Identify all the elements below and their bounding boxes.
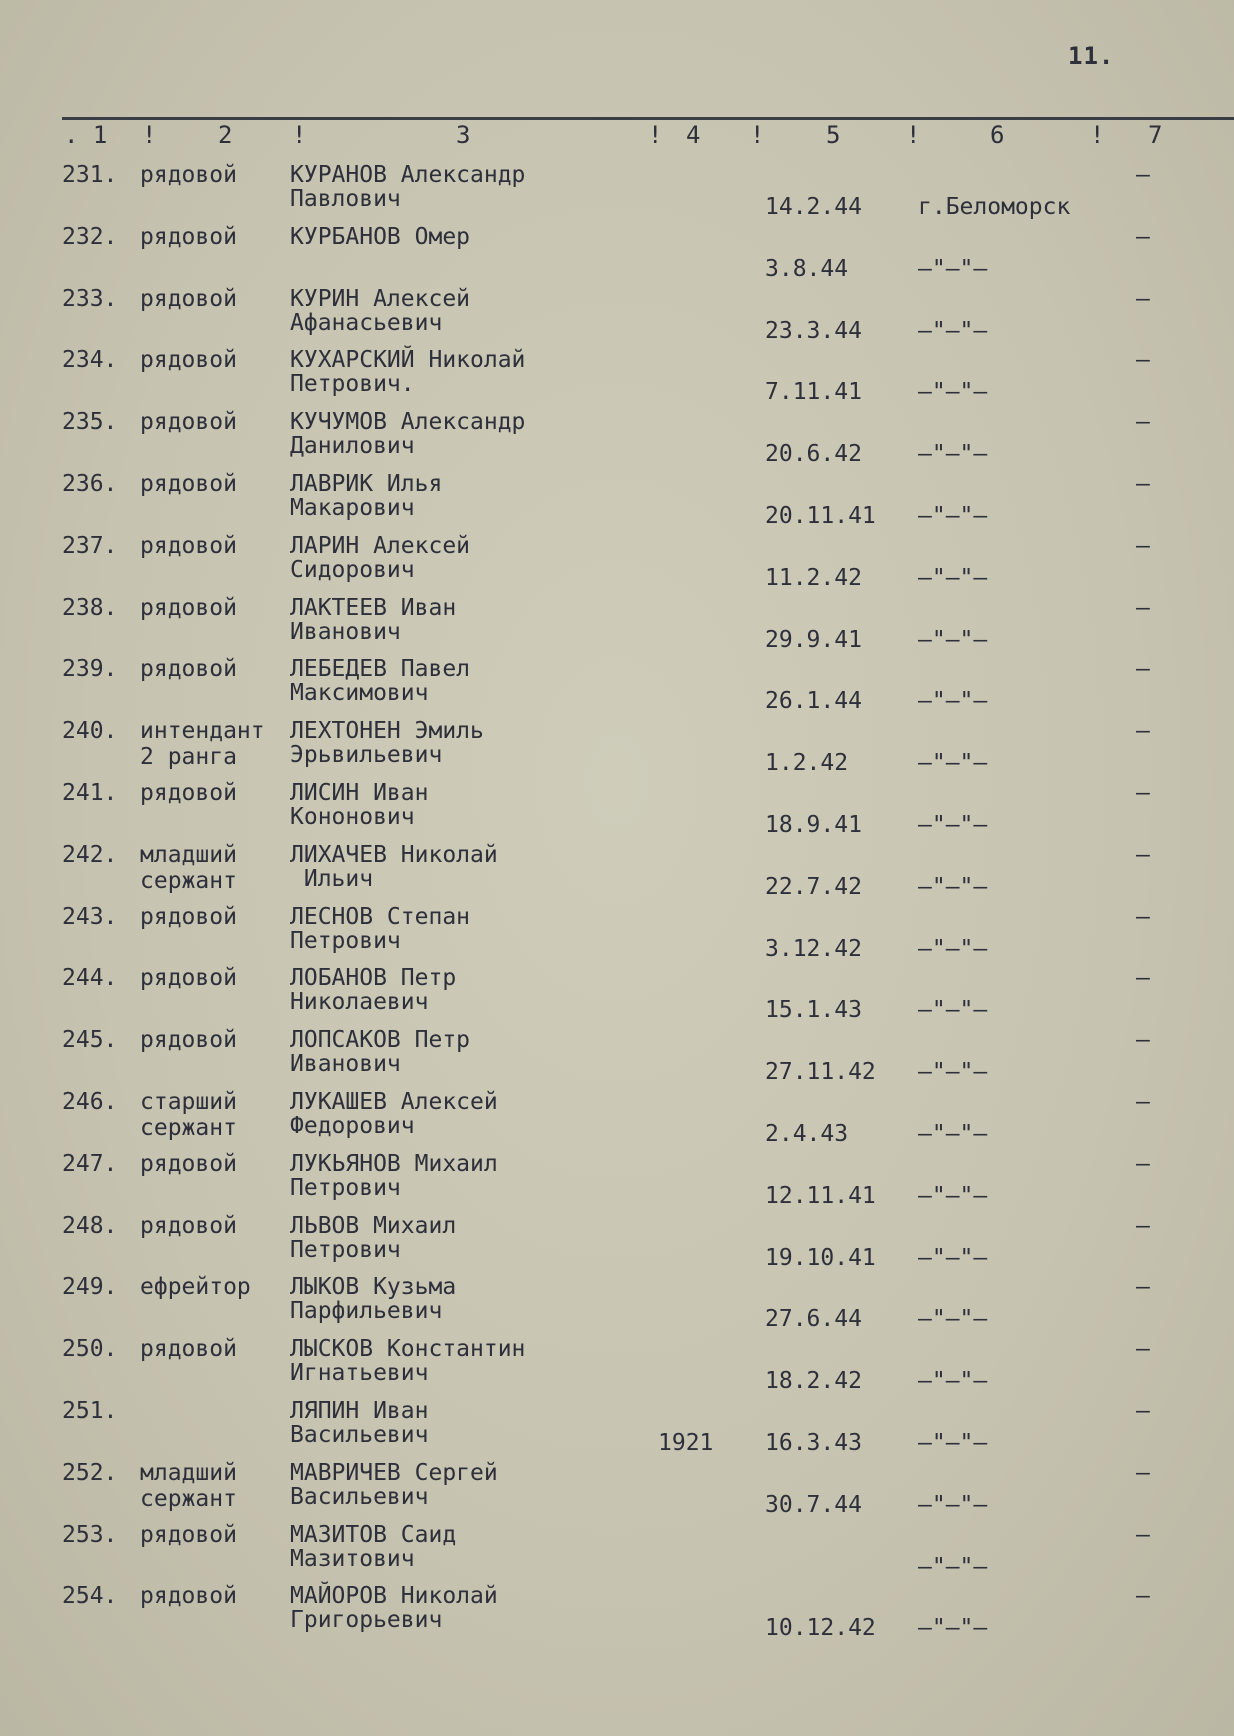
- patronymic: Васильевич: [290, 1483, 429, 1510]
- death-date: 14.2.44: [765, 194, 862, 220]
- surname-name: ЛОБАНОВ Петр: [290, 965, 457, 992]
- col7-value: –: [1136, 1336, 1150, 1363]
- table-row: [0, 280, 1234, 342]
- rank-line-1: рядовой: [140, 347, 237, 374]
- page-number: 11.: [1068, 42, 1115, 70]
- patronymic: Кононович: [290, 804, 415, 830]
- table-row: [0, 1330, 1234, 1395]
- rank-line-1: рядовой: [140, 780, 237, 806]
- patronymic: Федорович: [290, 1113, 415, 1139]
- surname-name: МАВРИЧЕВ Сергей: [290, 1459, 498, 1486]
- burial-place: –"–"–: [918, 379, 988, 406]
- col7-value: –: [1136, 347, 1150, 374]
- header-rule: [62, 117, 1234, 120]
- burial-place: –"–"–: [918, 997, 988, 1024]
- surname-name: ЛЫСКОВ Константин: [290, 1336, 526, 1363]
- header-col-2: 2: [218, 121, 233, 149]
- record-number: 252.: [62, 1459, 118, 1486]
- burial-place: –"–"–: [918, 441, 988, 468]
- table-row: [0, 527, 1234, 589]
- surname-name: ЛЬВОВ Михаил: [290, 1212, 457, 1239]
- surname-name: ЛИСИН Иван: [290, 780, 429, 806]
- col7-value: –: [1136, 471, 1150, 497]
- record-number: 245.: [62, 1027, 118, 1054]
- surname-name: ЛАКТЕЕВ Иван: [290, 594, 457, 621]
- record-number: 243.: [62, 903, 118, 930]
- death-date: 20.6.42: [765, 441, 862, 468]
- surname-name: ЛЕСНОВ Степан: [290, 903, 471, 930]
- patronymic: Петрович.: [290, 371, 415, 398]
- surname-name: ЛОПСАКОВ Петр: [290, 1027, 471, 1054]
- surname-name: МАЗИТОВ Саид: [290, 1521, 457, 1548]
- table-row: [0, 1268, 1234, 1333]
- surname-name: ЛУКЬЯНОВ Михаил: [290, 1150, 498, 1177]
- record-number: 247.: [62, 1150, 118, 1177]
- death-date: 26.1.44: [765, 688, 862, 715]
- header-sep: !: [1090, 121, 1105, 149]
- col7-value: –: [1136, 285, 1150, 312]
- header-sep: !: [906, 121, 921, 149]
- col7-value: –: [1136, 1459, 1150, 1486]
- burial-place: –"–"–: [918, 812, 988, 838]
- burial-place: –"–"–: [918, 255, 988, 282]
- rank-line-2: сержант: [140, 1485, 237, 1512]
- rank-line-1: рядовой: [140, 1027, 237, 1054]
- surname-name: КУХАРСКИЙ Николай: [290, 347, 526, 374]
- surname-name: КУРИН Алексей: [290, 285, 471, 312]
- record-number: 236.: [62, 471, 118, 497]
- burial-place: –"–"–: [918, 626, 988, 653]
- table-row: [0, 341, 1234, 406]
- col7-value: –: [1136, 841, 1150, 868]
- burial-place: –"–"–: [918, 1553, 988, 1580]
- table-row: [0, 712, 1234, 777]
- header-col-5: 5: [826, 121, 841, 149]
- record-number: 244.: [62, 965, 118, 992]
- table-row: [0, 650, 1234, 715]
- patronymic: Максимович: [290, 680, 429, 707]
- rank-line-1: ефрейтор: [140, 1274, 251, 1301]
- patronymic: Григорьевич: [290, 1607, 443, 1634]
- record-number: 234.: [62, 347, 118, 374]
- death-date: 3.8.44: [765, 255, 849, 282]
- patronymic: Данилович: [290, 433, 415, 460]
- death-date: 23.3.44: [765, 317, 862, 344]
- header-col-3: 3: [456, 121, 471, 149]
- rank-line-1: младший: [140, 1459, 237, 1486]
- death-date: 3.12.42: [765, 935, 862, 962]
- table-row: [0, 1083, 1234, 1145]
- header-sep: !: [648, 121, 663, 149]
- table-row: [0, 1021, 1234, 1086]
- record-number: 246.: [62, 1089, 118, 1115]
- surname-name: ЛЕХТОНЕН Эмиль: [290, 718, 484, 745]
- burial-place: –"–"–: [918, 1121, 988, 1147]
- surname-name: КУРБАНОВ Омер: [290, 223, 471, 250]
- surname-name: ЛЫКОВ Кузьма: [290, 1274, 457, 1301]
- surname-name: ЛЕБЕДЕВ Павел: [290, 656, 471, 683]
- rank-line-2: сержант: [140, 867, 237, 894]
- col7-value: –: [1136, 903, 1150, 930]
- burial-place: –"–"–: [918, 873, 988, 900]
- patronymic: Николаевич: [290, 989, 429, 1016]
- rank-line-1: интендант: [140, 718, 265, 745]
- rank-line-1: старший: [140, 1089, 237, 1115]
- burial-place: –"–"–: [918, 1491, 988, 1518]
- table-row: [0, 589, 1234, 651]
- patronymic: Эрьвильевич: [290, 742, 443, 769]
- burial-place: г.Беломорск: [918, 194, 1071, 220]
- rank-line-1: рядовой: [140, 903, 237, 930]
- record-number: 250.: [62, 1336, 118, 1363]
- burial-place: –"–"–: [918, 317, 988, 344]
- header-col-4: 4: [686, 121, 701, 149]
- rank-line-1: рядовой: [140, 471, 237, 497]
- rank-line-1: рядовой: [140, 532, 237, 559]
- surname-name: ЛИХАЧЕВ Николай: [290, 841, 498, 868]
- death-date: 22.7.42: [765, 873, 862, 900]
- table-row: [0, 959, 1234, 1024]
- col7-value: –: [1136, 409, 1150, 436]
- col7-value: –: [1136, 780, 1150, 806]
- rank-line-1: рядовой: [140, 1336, 237, 1363]
- table-row: [0, 1392, 1234, 1454]
- patronymic: Сидорович: [290, 556, 415, 583]
- record-number: 240.: [62, 718, 118, 745]
- surname-name: КУРАНОВ Александр: [290, 162, 526, 188]
- birth-year: 1921: [658, 1430, 714, 1456]
- header-col-6: 6: [990, 121, 1005, 149]
- table-row: [0, 403, 1234, 468]
- column-header-row: [0, 121, 1234, 151]
- death-date: 16.3.43: [765, 1430, 862, 1456]
- header-sep: !: [750, 121, 765, 149]
- table-row: [0, 465, 1234, 527]
- col7-value: –: [1136, 656, 1150, 683]
- rank-line-1: рядовой: [140, 1150, 237, 1177]
- patronymic: Петрович: [290, 1174, 401, 1201]
- table-row: [0, 1516, 1234, 1578]
- table-row: [0, 218, 1234, 280]
- col7-value: –: [1136, 1583, 1150, 1610]
- death-date: 11.2.42: [765, 564, 862, 591]
- surname-name: ЛУКАШЕВ Алексей: [290, 1089, 498, 1115]
- burial-place: –"–"–: [918, 564, 988, 591]
- col7-value: –: [1136, 718, 1150, 745]
- header-sep: !: [142, 121, 157, 149]
- record-number: 239.: [62, 656, 118, 683]
- rank-line-1: рядовой: [140, 965, 237, 992]
- table-row: [0, 898, 1234, 960]
- table-row: [0, 1145, 1234, 1207]
- rank-line-1: рядовой: [140, 1583, 237, 1610]
- col7-value: –: [1136, 1089, 1150, 1115]
- rank-line-1: младший: [140, 841, 237, 868]
- rank-line-1: рядовой: [140, 1521, 237, 1548]
- death-date: 18.2.42: [765, 1368, 862, 1395]
- record-number: 233.: [62, 285, 118, 312]
- record-number: 237.: [62, 532, 118, 559]
- death-date: 30.7.44: [765, 1491, 862, 1518]
- death-date: 2.4.43: [765, 1121, 849, 1147]
- burial-place: –"–"–: [918, 1615, 988, 1642]
- surname-name: МАЙОРОВ Николай: [290, 1583, 498, 1610]
- patronymic: Васильевич: [290, 1422, 429, 1448]
- record-number: 241.: [62, 780, 118, 806]
- rank-line-1: рядовой: [140, 594, 237, 621]
- table-row: [0, 774, 1234, 836]
- rank-line-1: рядовой: [140, 285, 237, 312]
- burial-place: –"–"–: [918, 1306, 988, 1333]
- col7-value: –: [1136, 594, 1150, 621]
- table-row: [0, 1454, 1234, 1516]
- patronymic: Петрович: [290, 1236, 401, 1263]
- patronymic: Павлович: [290, 186, 401, 212]
- patronymic: Парфильевич: [290, 1298, 443, 1325]
- death-date: 20.11.41: [765, 503, 876, 529]
- record-number: 238.: [62, 594, 118, 621]
- rank-line-1: рядовой: [140, 1212, 237, 1239]
- surname-name: КУЧУМОВ Александр: [290, 409, 526, 436]
- burial-place: –"–"–: [918, 750, 988, 777]
- table-row: [0, 836, 1234, 898]
- rank-line-2: сержант: [140, 1115, 237, 1141]
- table-row: [0, 1207, 1234, 1269]
- rank-line-1: рядовой: [140, 223, 237, 250]
- record-number: 242.: [62, 841, 118, 868]
- rank-line-1: рядовой: [140, 409, 237, 436]
- patronymic: Макарович: [290, 495, 415, 521]
- table-row: [0, 156, 1234, 218]
- patronymic: Афанасьевич: [290, 309, 443, 336]
- header-col-1: . 1: [64, 121, 108, 149]
- burial-place: –"–"–: [918, 1368, 988, 1395]
- death-date: 27.6.44: [765, 1306, 862, 1333]
- col7-value: –: [1136, 965, 1150, 992]
- patronymic: Иванович: [290, 618, 401, 645]
- header-sep: !: [292, 121, 307, 149]
- death-date: 10.12.42: [765, 1615, 876, 1642]
- col7-value: –: [1136, 223, 1150, 250]
- record-number: 253.: [62, 1521, 118, 1548]
- death-date: 12.11.41: [765, 1182, 876, 1209]
- death-date: 18.9.41: [765, 812, 862, 838]
- surname-name: ЛАВРИК Илья: [290, 471, 443, 497]
- surname-name: ЛАРИН Алексей: [290, 532, 471, 559]
- burial-place: –"–"–: [918, 1430, 988, 1456]
- col7-value: –: [1136, 1212, 1150, 1239]
- col7-value: –: [1136, 532, 1150, 559]
- record-number: 251.: [62, 1398, 118, 1424]
- record-number: 248.: [62, 1212, 118, 1239]
- death-date: 29.9.41: [765, 626, 862, 653]
- col7-value: –: [1136, 1150, 1150, 1177]
- record-number: 254.: [62, 1583, 118, 1610]
- death-date: 7.11.41: [765, 379, 862, 406]
- surname-name: ЛЯПИН Иван: [290, 1398, 429, 1424]
- col7-value: –: [1136, 1398, 1150, 1424]
- patronymic: Мазитович: [290, 1545, 415, 1572]
- patronymic: Ильич: [290, 865, 374, 892]
- patronymic: Иванович: [290, 1051, 401, 1078]
- col7-value: –: [1136, 1274, 1150, 1301]
- table-row: [0, 1577, 1234, 1642]
- col7-value: –: [1136, 1521, 1150, 1548]
- death-date: 27.11.42: [765, 1059, 876, 1086]
- death-date: 19.10.41: [765, 1244, 876, 1271]
- header-col-7: 7: [1148, 121, 1163, 149]
- burial-place: –"–"–: [918, 688, 988, 715]
- death-date: 15.1.43: [765, 997, 862, 1024]
- col7-value: –: [1136, 162, 1150, 188]
- rank-line-2: 2 ранга: [140, 744, 237, 771]
- burial-place: –"–"–: [918, 1182, 988, 1209]
- burial-place: –"–"–: [918, 1244, 988, 1271]
- col7-value: –: [1136, 1027, 1150, 1054]
- record-number: 231.: [62, 162, 118, 188]
- burial-place: –"–"–: [918, 503, 988, 529]
- record-number: 249.: [62, 1274, 118, 1301]
- record-number: 235.: [62, 409, 118, 436]
- death-date: 1.2.42: [765, 750, 849, 777]
- burial-place: –"–"–: [918, 935, 988, 962]
- record-number: 232.: [62, 223, 118, 250]
- rank-line-1: рядовой: [140, 656, 237, 683]
- rank-line-1: рядовой: [140, 162, 237, 188]
- patronymic: Петрович: [290, 927, 401, 954]
- patronymic: Игнатьевич: [290, 1360, 429, 1387]
- burial-place: –"–"–: [918, 1059, 988, 1086]
